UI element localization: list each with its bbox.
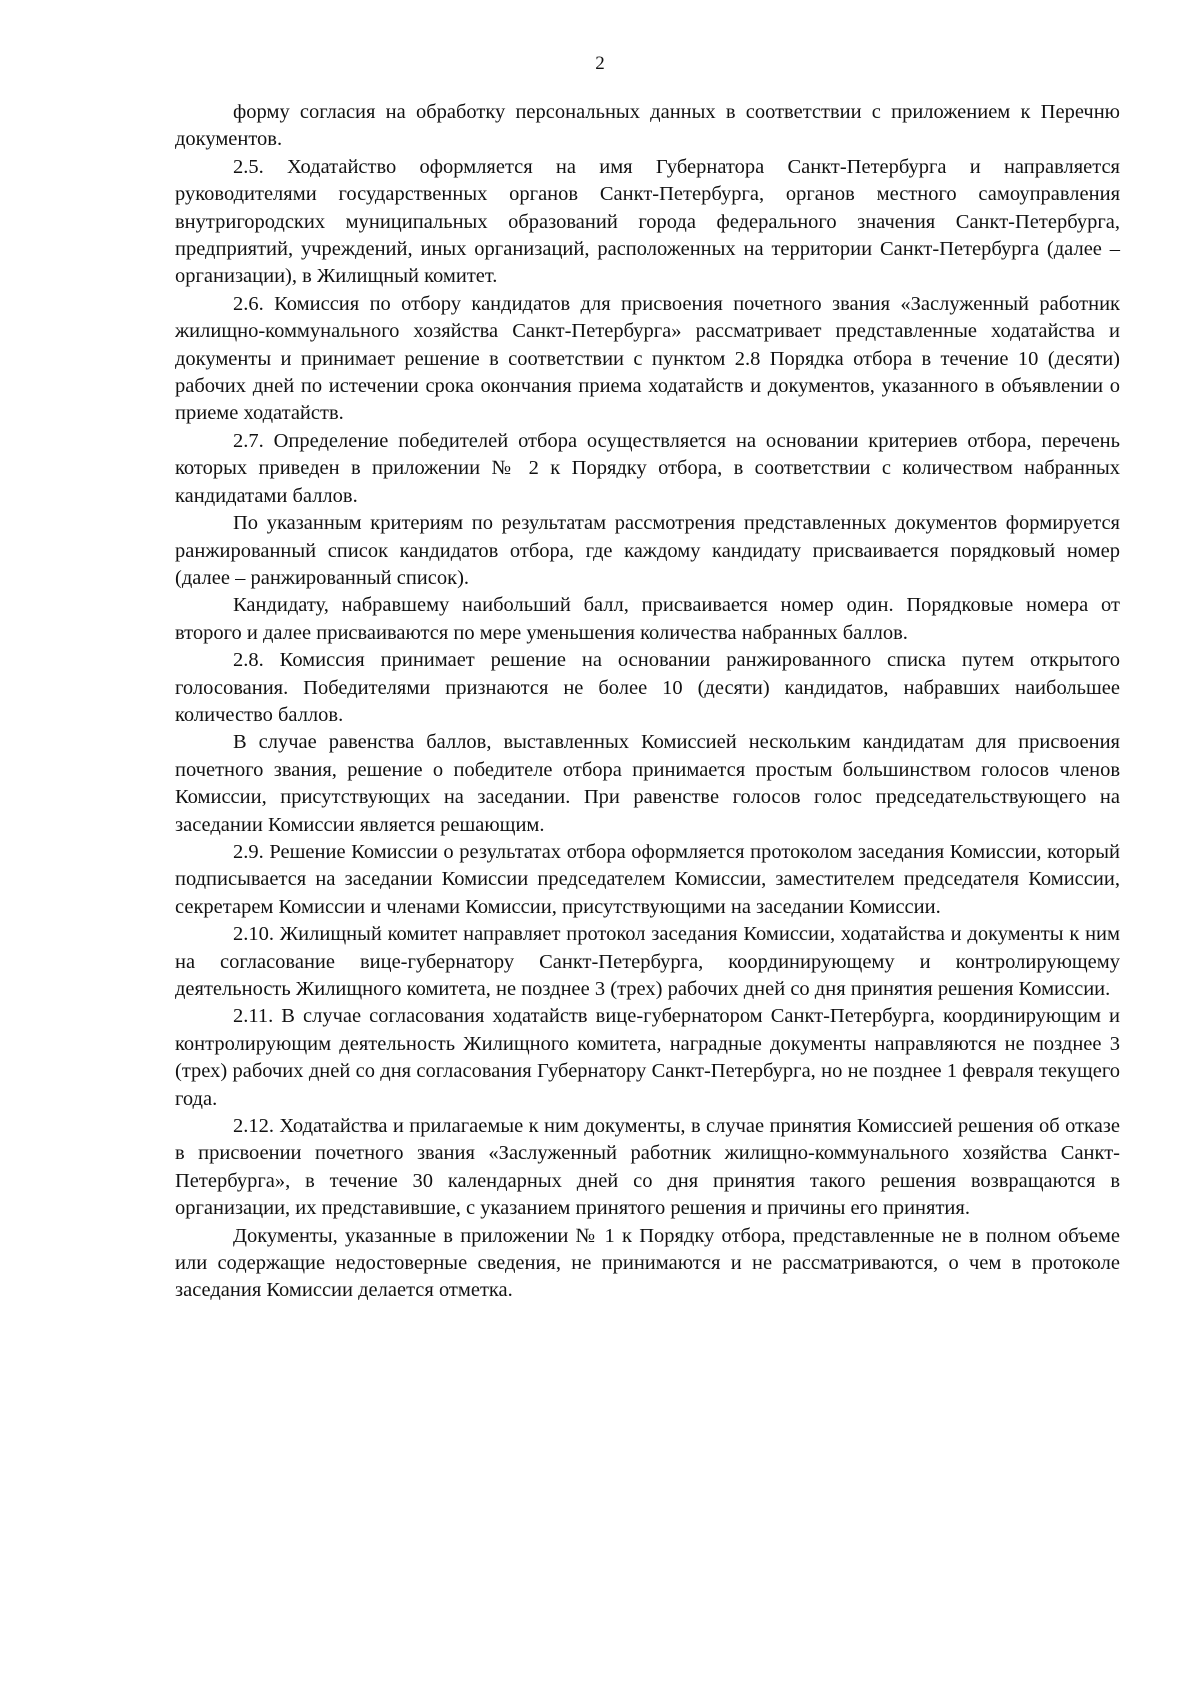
- document-body: [175, 99, 1120, 1305]
- paragraph-2-5: 2.5. Ходатайство оформляется на имя Губернатора Санкт-Петербурга и направляется руководителями государственных органов Санкт-Петербурга, органов местного самоуправления внутригородских муниципальных образований города федерального значения Санкт-Петербурга, предприятий, учреждений, иных организаций, расположенных на территории Санкт-Петербурга (далее – организации), в Жилищный комитет.: [175, 155, 1120, 288]
- paragraph-2-10: 2.10. Жилищный комитет направляет протокол заседания Комиссии, ходатайства и документы к ним на согласование вице-губернатору Санкт-Петербурга, координирующему и контролирующему деятельность Жилищного комитета, не позднее 3 (трех) рабочих дней со дня принятия решения Комиссии.: [175, 923, 1120, 1000]
- paragraph-2-12: 2.12. Ходатайства и прилагаемые к ним документы, в случае принятия Комиссией решения об отказе в присвоении почетного звания «Заслуженный работник жилищно-коммунального хозяйства Санкт-Петербурга», в течение 30 календарных дней со дня принятия такого решения возвращаются в организации, их представившие, с указанием принятого решения и причины его принятия.: [175, 1115, 1120, 1220]
- paragraph-ranked-list: По указанным критериям по результатам рассмотрения представленных документов формируется ранжированный список кандидатов отбора, где каждому кандидату присваивается порядковый номер (далее – ранжированный список).: [175, 512, 1120, 589]
- paragraph-tie-break: В случае равенства баллов, выставленных Комиссией нескольким кандидатам для присвоения почетного звания, решение о победителе отбора принимается простым большинством голосов членов Комиссии, присутствующих на заседании. При равенстве голосов голос председательствующего на заседании Комиссии является решающим.: [175, 731, 1120, 836]
- paragraph-2-7: 2.7. Определение победителей отбора осуществляется на основании критериев отбора, перечень которых приведен в приложении № 2 к Порядку отбора, в соответствии с количеством набранных кандидатами баллов.: [175, 429, 1120, 507]
- paragraph-consent-form: форму согласия на обработку персональных данных в соответствии с приложением к Перечню документов.: [175, 101, 1120, 151]
- paragraph-incomplete-documents: Документы, указанные в приложении № 1 к Порядку отбора, представленные не в полном объеме или содержащие недостоверные сведения, не принимаются и не рассматриваются, о чем в протоколе заседания Комиссии делается отметка.: [175, 1224, 1120, 1302]
- paragraph-2-9: 2.9. Решение Комиссии о результатах отбора оформляется протоколом заседания Комиссии, который подписывается на заседании Комиссии председателем Комиссии, заместителем председателя Комиссии, секретарем Комиссии и членами Комиссии, присутствующими на заседании Комиссии.: [175, 840, 1120, 918]
- paragraph-ranking-order: Кандидату, набравшему наибольший балл, присваивается номер один. Порядковые номера от второго и далее присваиваются по мере уменьшения количества набранных баллов.: [175, 594, 1120, 644]
- paragraph-2-11: 2.11. В случае согласования ходатайств вице-губернатором Санкт-Петербурга, координирующим и контролирующим деятельность Жилищного комитета, наградные документы направляются не позднее 3 (трех) рабочих дней со дня согласования Губернатору Санкт-Петербурга, но не позднее 1 февраля текущего года.: [175, 1005, 1120, 1110]
- paragraph-2-6: 2.6. Комиссия по отбору кандидатов для присвоения почетного звания «Заслуженный работник жилищно-коммунального хозяйства Санкт-Петербурга» рассматривает представленные ходатайства и документы и принимает решение в соответствии с пунктом 2.8 Порядка отбора в течение 10 (десяти) рабочих дней по истечении срока окончания приема ходатайств и документов, указанного в объявлении о приеме ходатайств.: [175, 292, 1120, 425]
- page-number: 2: [595, 53, 605, 74]
- paragraph-2-8: 2.8. Комиссия принимает решение на основании ранжированного списка путем открытого голосования. Победителями признаются не более 10 (десяти) кандидатов, набравших наибольшее количество баллов.: [175, 649, 1120, 726]
